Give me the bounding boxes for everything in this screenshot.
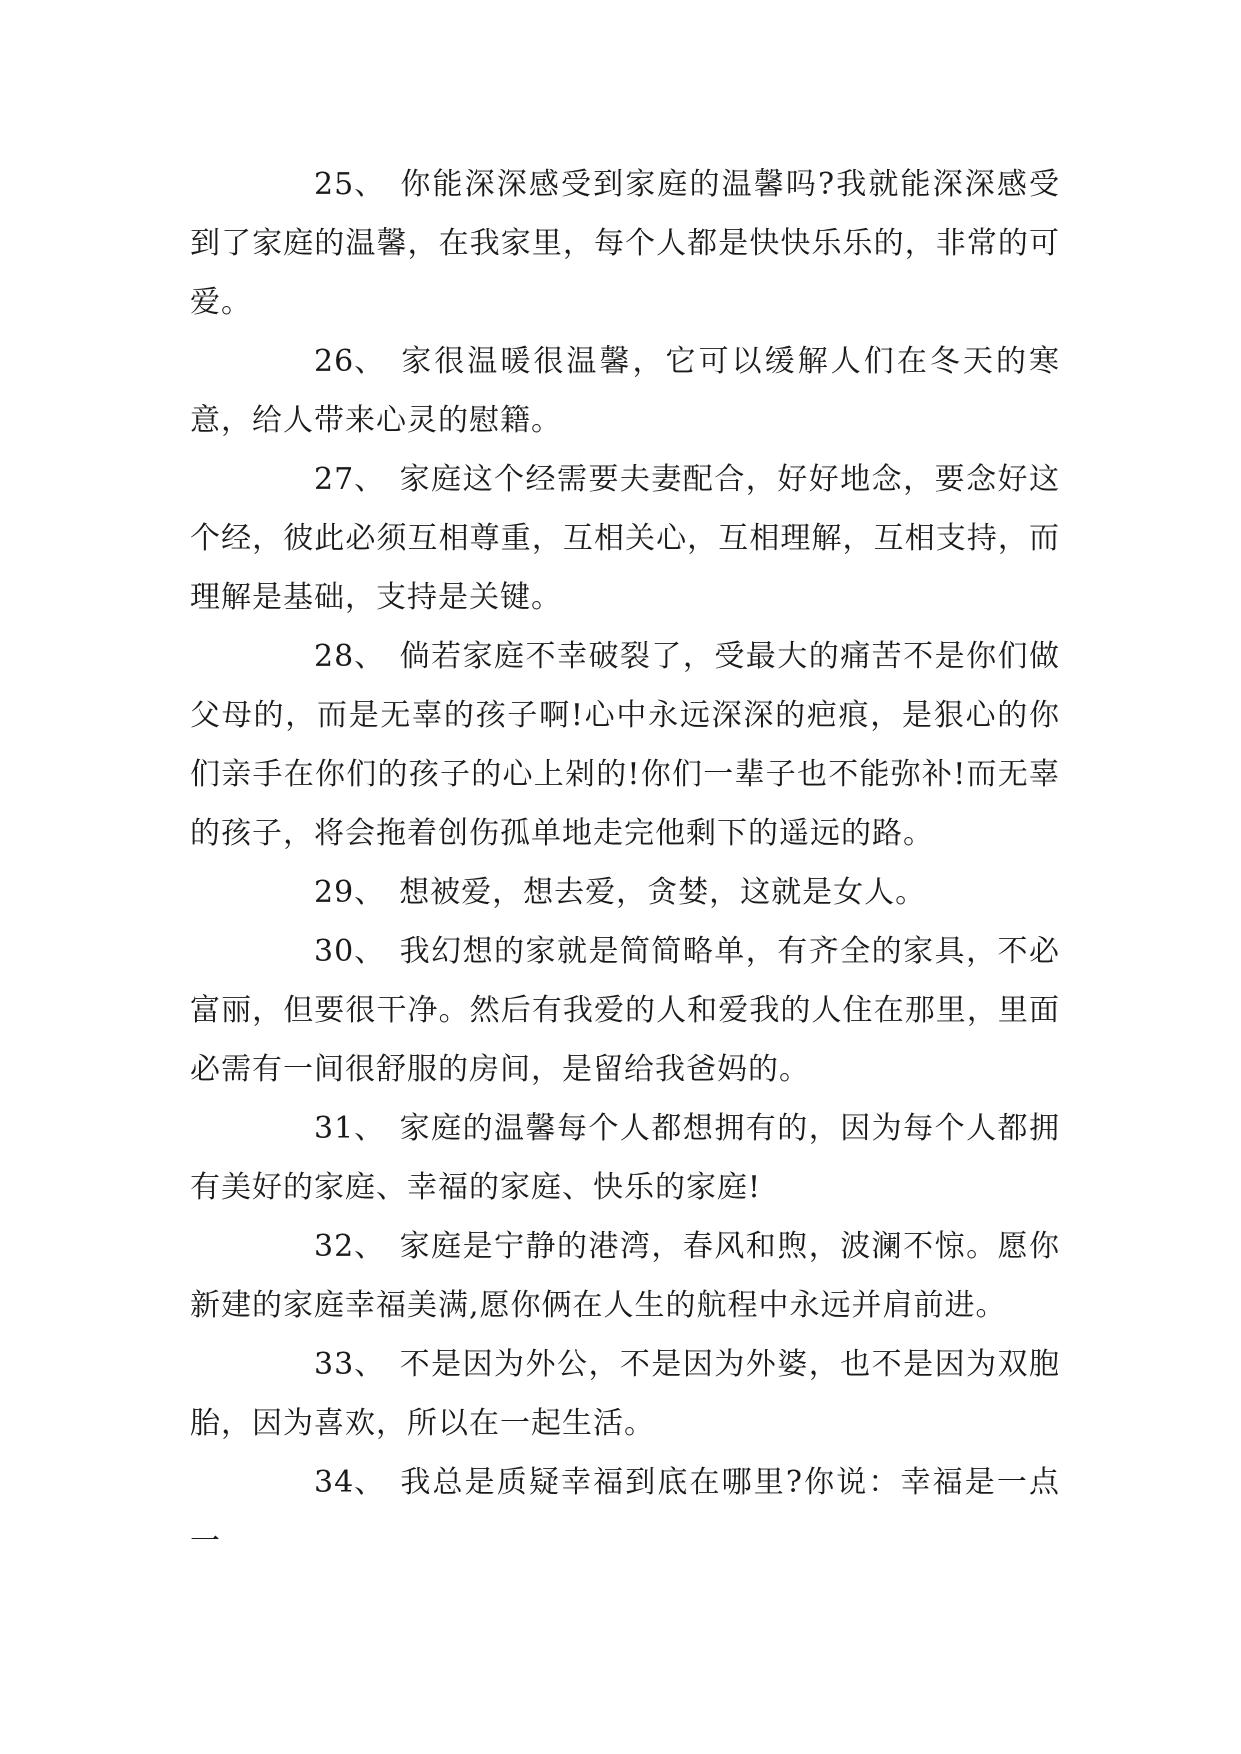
item-number: 25、: [314, 167, 386, 202]
paragraph-29: [190, 863, 1060, 922]
paragraph-text: 家庭的温馨每个人都想拥有的，因为每个人都拥有美好的家庭、幸福的家庭、快乐的家庭!: [190, 1111, 1060, 1205]
paragraph-31: [190, 1099, 1060, 1217]
paragraph-32: [190, 1217, 1060, 1335]
paragraph-text: 我总是质疑幸福到底在哪里?你说：幸福是一点一: [190, 1465, 1060, 1559]
paragraph-text: 想被爱，想去爱，贪婪，这就是女人。: [399, 875, 927, 910]
paragraph-text: 我幻想的家就是简简略单，有齐全的家具，不必富丽，但要很干净。然后有我爱的人和爱我的人住在那里，里面必需有一间很舒服的房间，是留给我爸妈的。: [190, 934, 1060, 1087]
paragraph-text: 家庭是宁静的港湾，春风和煦，波澜不惊。愿你新建的家庭幸福美满,愿你俩在人生的航程中永远并肩前进。: [190, 1229, 1060, 1323]
item-number: 26、: [314, 344, 386, 379]
paragraph-text: 家很温暖很温馨，它可以缓解人们在冬天的寒意，给人带来心灵的慰籍。: [190, 344, 1060, 438]
item-number: 33、: [314, 1347, 386, 1382]
item-number: 31、: [314, 1111, 386, 1146]
paragraph-25: [190, 155, 1060, 332]
paragraph-30: [190, 922, 1060, 1099]
item-number: 34、: [314, 1465, 386, 1500]
item-number: 27、: [314, 462, 386, 497]
item-number: 32、: [314, 1229, 386, 1264]
paragraph-33: [190, 1335, 1060, 1453]
document-body: [190, 155, 1060, 1571]
paragraph-text: 倘若家庭不幸破裂了，受最大的痛苦不是你们做父母的，而是无辜的孩子啊!心中永远深深的疤痕，是狠心的你们亲手在你们的孩子的心上剁的!你们一辈子也不能弥补!而无辜的孩子，将会拖着创伤孤单地走完他剩下的遥远的路。: [190, 639, 1060, 851]
item-number: 30、: [314, 934, 386, 969]
paragraph-34: [190, 1453, 1060, 1571]
item-number: 29、: [314, 875, 386, 910]
item-number: 28、: [314, 639, 386, 674]
paragraph-text: 你能深深感受到家庭的温馨吗?我就能深深感受到了家庭的温馨，在我家里，每个人都是快快乐乐的，非常的可爱。: [190, 167, 1060, 320]
paragraph-28: [190, 627, 1060, 863]
paragraph-27: [190, 450, 1060, 627]
paragraph-text: 不是因为外公，不是因为外婆，也不是因为双胞胎，因为喜欢，所以在一起生活。: [190, 1347, 1060, 1441]
paragraph-text: 家庭这个经需要夫妻配合，好好地念，要念好这个经，彼此必须互相尊重，互相关心，互相理解，互相支持，而理解是基础，支持是关键。: [190, 462, 1060, 615]
paragraph-26: [190, 332, 1060, 450]
